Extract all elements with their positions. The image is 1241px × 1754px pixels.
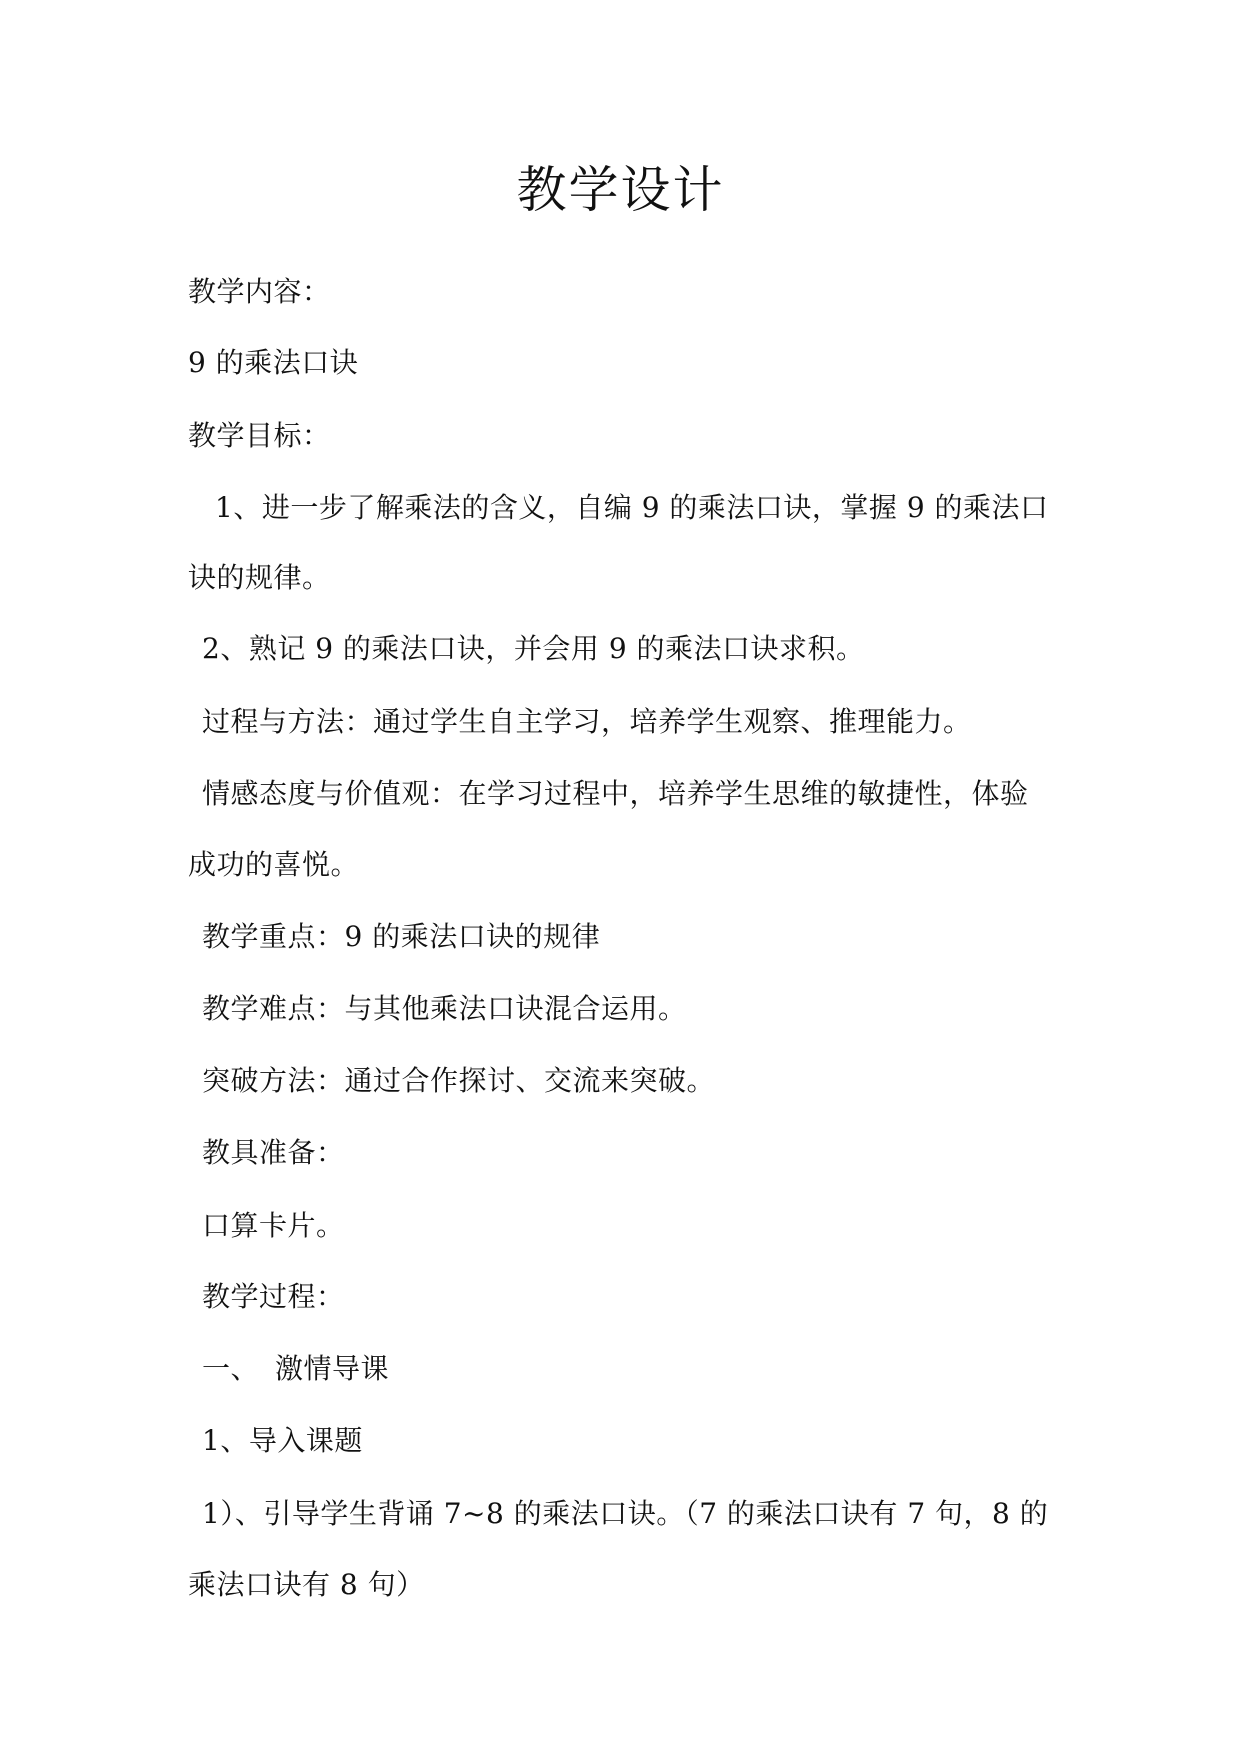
paragraph-line: 1）、引导学生背诵 7~8 的乘法口诀。（7 的乘法口诀有 7 句，8 的 [202,1497,1049,1530]
paragraph-line: 成功的喜悦。 [188,848,360,881]
paragraph-line: 诀的规律。 [188,561,331,594]
paragraph-line: 教具准备： [202,1136,345,1169]
paragraph-line: 教学目标： [188,419,331,452]
paragraph-line: 教学内容： [188,275,331,308]
section-title: 激情导课 [275,1352,390,1385]
paragraph-line: 过程与方法：通过学生自主学习，培养学生观察、推理能力。 [202,705,972,738]
page-title: 教学设计 [516,161,725,219]
paragraph-line: 1、进一步了解乘法的含义，自编 9 的乘法口诀，掌握 9 的乘法口 [215,491,1049,524]
paragraph-line: 9 的乘法口诀 [188,346,359,379]
paragraph-line: 教学过程： [202,1280,345,1313]
paragraph-line: 2、熟记 9 的乘法口诀，并会用 9 的乘法口诀求积。 [202,632,865,665]
section-heading [202,1352,390,1385]
paragraph-line: 突破方法：通过合作探讨、交流来突破。 [202,1064,716,1097]
section-number: 一、 [202,1352,260,1385]
paragraph-line: 教学难点：与其他乘法口诀混合运用。 [202,992,687,1025]
paragraph-line: 口算卡片。 [202,1209,345,1242]
paragraph-line: 情感态度与价值观：在学习过程中，培养学生思维的敏捷性，体验 [202,777,1029,810]
paragraph-line: 1、导入课题 [202,1424,363,1457]
paragraph-line: 乘法口诀有 8 句） [188,1568,425,1601]
paragraph-line: 教学重点：9 的乘法口诀的规律 [202,920,601,953]
